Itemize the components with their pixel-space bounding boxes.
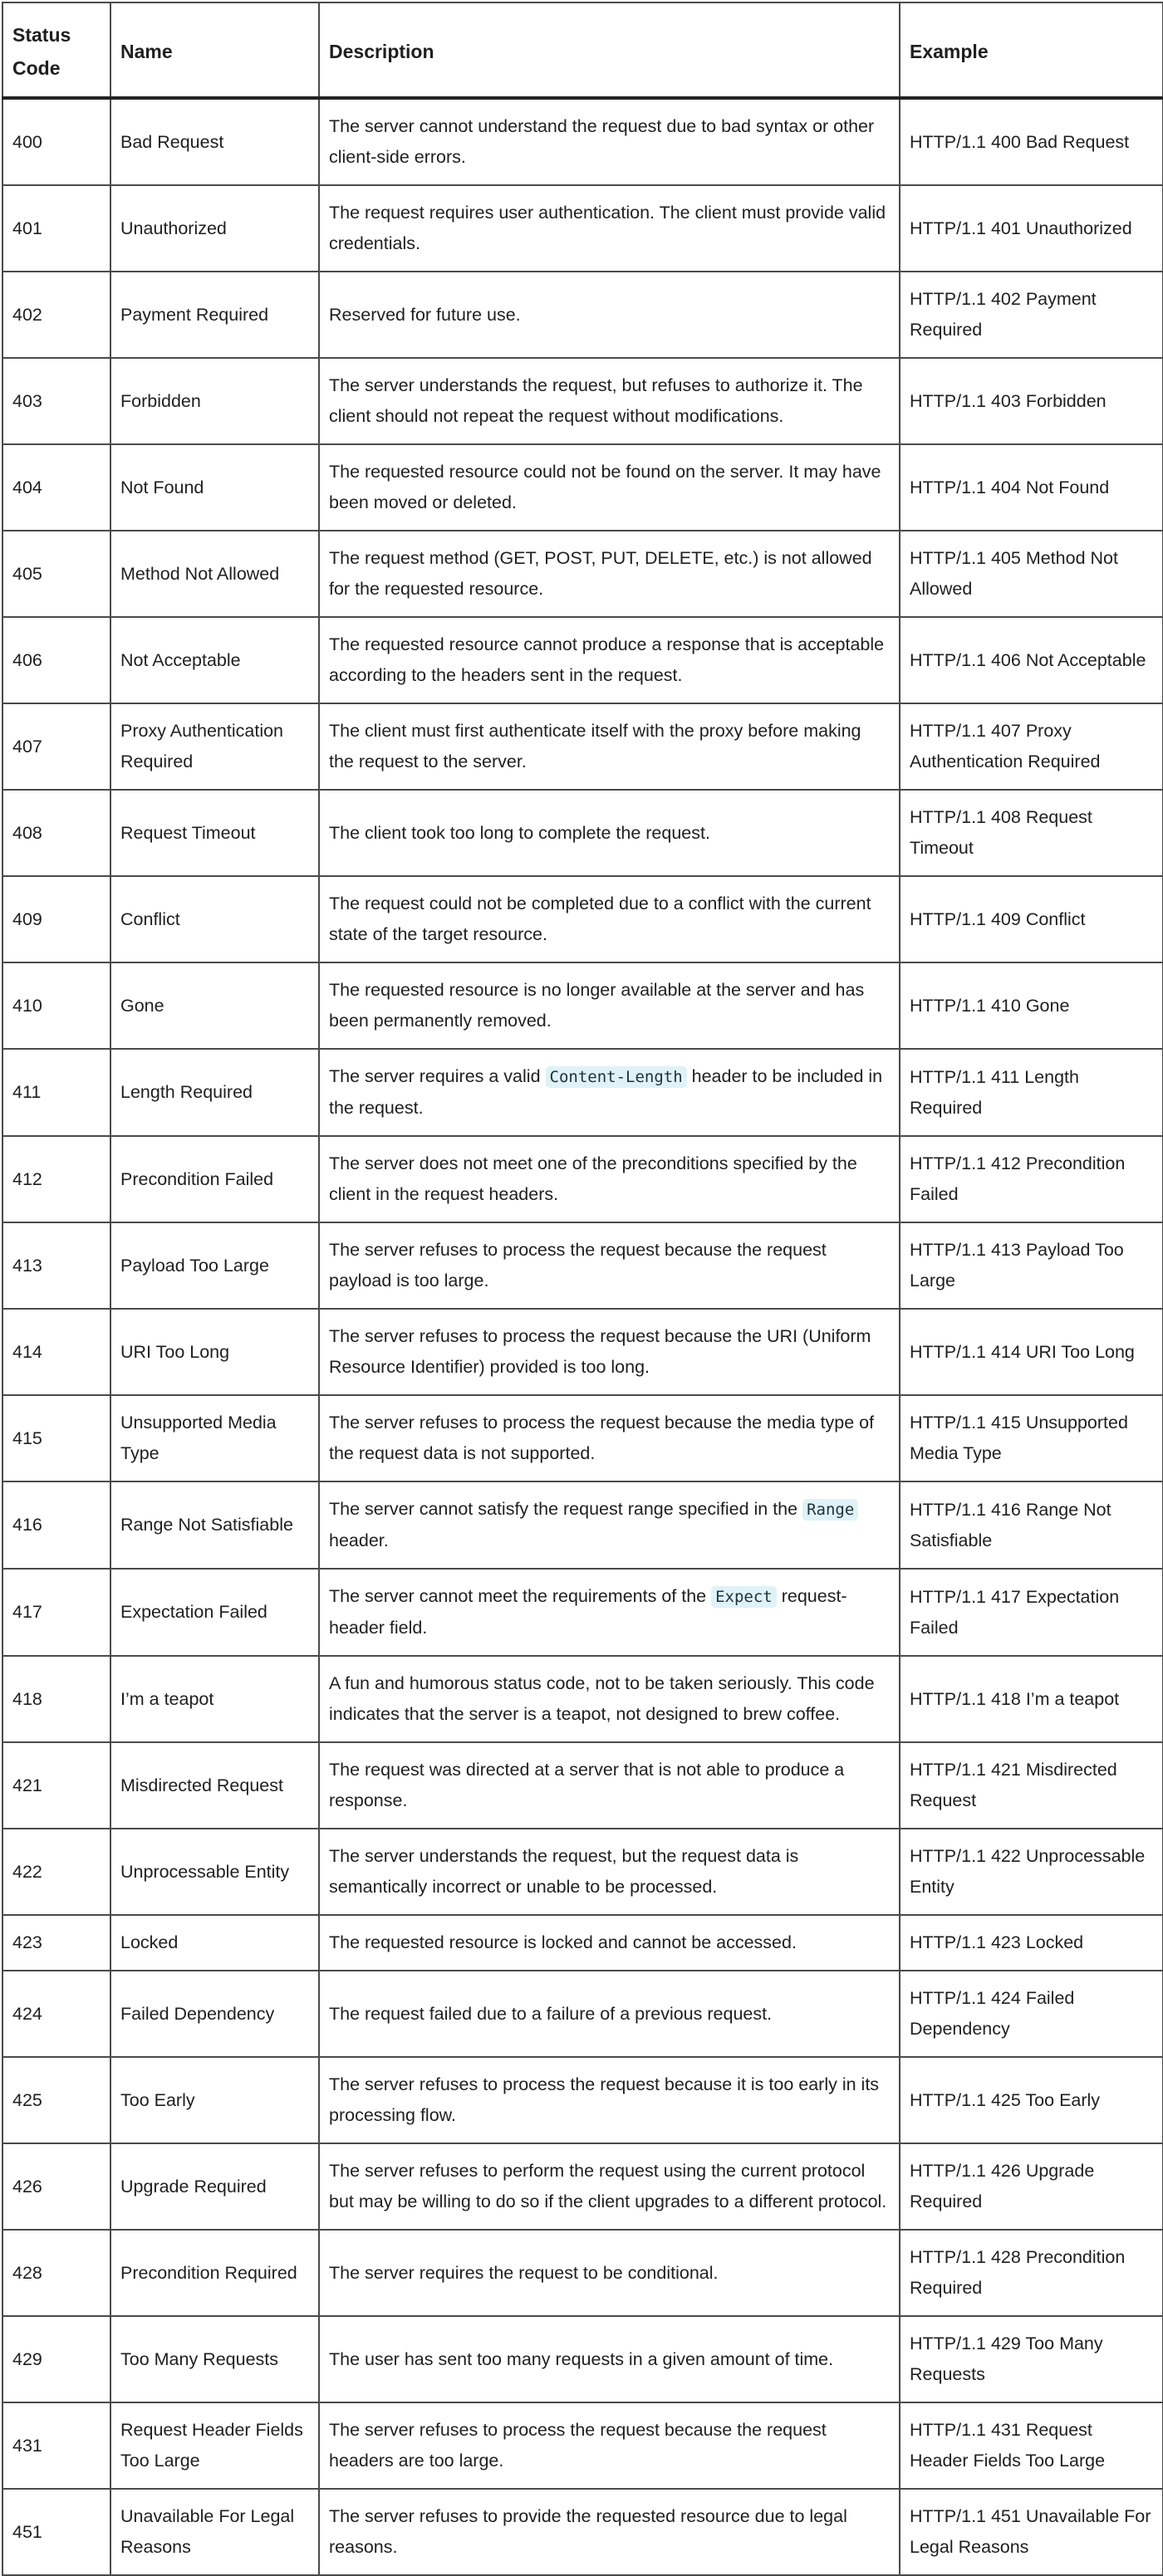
description-cell	[319, 876, 900, 962]
status-code-cell: 414	[2, 1309, 110, 1395]
status-name-cell: Unsupported Media Type	[110, 1395, 319, 1481]
description-text: The server understands the request, but the request data is semantically incorrect or unable to be processed.	[329, 1846, 799, 1897]
description-text: The request requires user authentication. The client must provide valid credentials.	[329, 203, 886, 253]
description-cell	[319, 2489, 900, 2575]
status-code-cell: 418	[2, 1656, 110, 1742]
description-cell	[319, 1395, 900, 1481]
table-row	[2, 2143, 1163, 2230]
example-cell: HTTP/1.1 411 Length Required	[900, 1049, 1163, 1136]
description-cell	[319, 962, 900, 1049]
description-cell	[319, 1309, 900, 1395]
example-cell: HTTP/1.1 425 Too Early	[900, 2057, 1163, 2143]
description-cell	[319, 185, 900, 272]
example-cell: HTTP/1.1 405 Method Not Allowed	[900, 531, 1163, 617]
example-cell: HTTP/1.1 417 Expectation Failed	[900, 1569, 1163, 1656]
status-code-cell: 421	[2, 1742, 110, 1829]
table-row	[2, 790, 1163, 876]
table-row	[2, 1742, 1163, 1829]
table-row	[2, 1222, 1163, 1309]
description-text: The requested resource is locked and cannot be accessed.	[329, 1932, 797, 1952]
description-text: The client took too long to complete the request.	[329, 822, 710, 843]
table-row	[2, 272, 1163, 358]
example-cell: HTTP/1.1 404 Not Found	[900, 444, 1163, 531]
status-code-cell: 401	[2, 185, 110, 272]
example-cell: HTTP/1.1 414 URI Too Long	[900, 1309, 1163, 1395]
description-cell	[319, 1829, 900, 1915]
description-cell	[319, 703, 900, 790]
description-cell	[319, 1742, 900, 1829]
table-header	[2, 2, 1163, 98]
example-cell: HTTP/1.1 400 Bad Request	[900, 98, 1163, 185]
status-name-cell: Precondition Failed	[110, 1136, 319, 1222]
table-row	[2, 1971, 1163, 2057]
status-name-cell: Misdirected Request	[110, 1742, 319, 1829]
description-cell	[319, 2057, 900, 2143]
status-code-cell: 410	[2, 962, 110, 1049]
header-description: Description	[319, 2, 900, 98]
status-name-cell: Expectation Failed	[110, 1569, 319, 1656]
status-code-cell: 426	[2, 2143, 110, 2230]
description-cell	[319, 98, 900, 185]
example-cell: HTTP/1.1 408 Request Timeout	[900, 790, 1163, 876]
example-cell: HTTP/1.1 423 Locked	[900, 1915, 1163, 1971]
status-name-cell: Too Many Requests	[110, 2316, 319, 2402]
example-cell: HTTP/1.1 403 Forbidden	[900, 358, 1163, 444]
example-cell: HTTP/1.1 416 Range Not Satisfiable	[900, 1481, 1163, 1569]
status-code-cell: 407	[2, 703, 110, 790]
description-text: The server refuses to process the request because the request payload is too large.	[329, 1240, 827, 1290]
status-code-cell: 424	[2, 1971, 110, 2057]
description-text: The requested resource could not be found on the server. It may have been moved or deleted.	[329, 462, 881, 512]
description-text: The server understands the request, but refuses to authorize it. The client should not repeat the request without modifications.	[329, 375, 863, 426]
example-cell: HTTP/1.1 424 Failed Dependency	[900, 1971, 1163, 2057]
status-name-cell: Upgrade Required	[110, 2143, 319, 2230]
status-code-cell: 451	[2, 2489, 110, 2575]
status-code-cell: 411	[2, 1049, 110, 1136]
table-row	[2, 2057, 1163, 2143]
status-name-cell: Locked	[110, 1915, 319, 1971]
status-code-cell: 400	[2, 98, 110, 185]
table-row	[2, 1481, 1163, 1569]
inline-code: Content-Length	[546, 1066, 687, 1088]
example-cell: HTTP/1.1 418 I’m a teapot	[900, 1656, 1163, 1742]
status-code-cell: 429	[2, 2316, 110, 2402]
example-cell: HTTP/1.1 402 Payment Required	[900, 272, 1163, 358]
status-name-cell: Payment Required	[110, 272, 319, 358]
description-text: The server requires a valid	[329, 1066, 546, 1086]
description-cell	[319, 790, 900, 876]
table-row	[2, 1569, 1163, 1656]
status-name-cell: Precondition Required	[110, 2230, 319, 2316]
status-name-cell: URI Too Long	[110, 1309, 319, 1395]
status-name-cell: Forbidden	[110, 358, 319, 444]
description-text: The server requires the request to be conditional.	[329, 2262, 719, 2283]
description-text: The server does not meet one of the preconditions specified by the client in the request headers.	[329, 1153, 857, 1204]
status-code-cell: 415	[2, 1395, 110, 1481]
table-row	[2, 444, 1163, 531]
table-row	[2, 1829, 1163, 1915]
status-name-cell: Conflict	[110, 876, 319, 962]
status-code-cell: 417	[2, 1569, 110, 1656]
description-text: The client must first authenticate itself with the proxy before making the request to the server.	[329, 721, 861, 771]
description-cell	[319, 444, 900, 531]
status-name-cell: Failed Dependency	[110, 1971, 319, 2057]
description-cell	[319, 1136, 900, 1222]
inline-code: Expect	[711, 1586, 777, 1608]
status-name-cell: Bad Request	[110, 98, 319, 185]
status-name-cell: Not Acceptable	[110, 617, 319, 703]
description-text: The server cannot meet the requirements of the	[329, 1586, 712, 1606]
status-name-cell: I’m a teapot	[110, 1656, 319, 1742]
example-cell: HTTP/1.1 410 Gone	[900, 962, 1163, 1049]
description-cell	[319, 2230, 900, 2316]
description-text: The request failed due to a failure of a previous request.	[329, 2003, 773, 2024]
status-name-cell: Payload Too Large	[110, 1222, 319, 1309]
description-text: The requested resource is no longer available at the server and has been permanently removed.	[329, 980, 865, 1031]
description-cell	[319, 1481, 900, 1569]
status-code-cell: 405	[2, 531, 110, 617]
description-text: The request was directed at a server that is not able to produce a response.	[329, 1760, 845, 1810]
description-cell	[319, 531, 900, 617]
status-code-cell: 425	[2, 2057, 110, 2143]
status-codes-table	[2, 2, 1163, 2576]
table-row	[2, 98, 1163, 185]
description-text: The request method (GET, POST, PUT, DELETE, etc.) is not allowed for the requested resource.	[329, 548, 872, 599]
table-row	[2, 2489, 1163, 2575]
table-row	[2, 1656, 1163, 1742]
status-code-cell: 413	[2, 1222, 110, 1309]
example-cell: HTTP/1.1 407 Proxy Authentication Required	[900, 703, 1163, 790]
description-cell	[319, 1222, 900, 1309]
example-cell: HTTP/1.1 421 Misdirected Request	[900, 1742, 1163, 1829]
description-text: The server refuses to process the request because the request headers are too large.	[329, 2420, 827, 2471]
table-row	[2, 962, 1163, 1049]
status-code-cell: 423	[2, 1915, 110, 1971]
description-text: The user has sent too many requests in a given amount of time.	[329, 2348, 834, 2369]
description-text: A fun and humorous status code, not to be taken seriously. This code indicates that the server is a teapot, not designed to brew coffee.	[329, 1673, 875, 1724]
table-row	[2, 1049, 1163, 1136]
description-cell	[319, 1656, 900, 1742]
description-cell	[319, 272, 900, 358]
description-text: request-header field.	[329, 1586, 847, 1638]
description-text: The server refuses to process the request because the URI (Uniform Resource Identifier) provided is too long.	[329, 1326, 871, 1377]
description-cell	[319, 1971, 900, 2057]
description-text: header to be included in the request.	[329, 1066, 883, 1118]
description-cell	[319, 617, 900, 703]
status-code-cell: 428	[2, 2230, 110, 2316]
status-name-cell: Gone	[110, 962, 319, 1049]
table-body	[2, 98, 1163, 2575]
table-row	[2, 185, 1163, 272]
table-row	[2, 2230, 1163, 2316]
example-cell: HTTP/1.1 422 Unprocessable Entity	[900, 1829, 1163, 1915]
status-name-cell: Request Header Fields Too Large	[110, 2402, 319, 2489]
description-text: The server cannot understand the request due to bad syntax or other client-side errors.	[329, 116, 875, 167]
example-cell: HTTP/1.1 426 Upgrade Required	[900, 2143, 1163, 2230]
status-name-cell: Range Not Satisfiable	[110, 1481, 319, 1569]
example-cell: HTTP/1.1 451 Unavailable For Legal Reasons	[900, 2489, 1163, 2575]
status-name-cell: Unprocessable Entity	[110, 1829, 319, 1915]
table-row	[2, 531, 1163, 617]
example-cell: HTTP/1.1 409 Conflict	[900, 876, 1163, 962]
status-name-cell: Not Found	[110, 444, 319, 531]
table-row	[2, 1309, 1163, 1395]
status-code-cell: 422	[2, 1829, 110, 1915]
table-row	[2, 876, 1163, 962]
table-row	[2, 358, 1163, 444]
table-row	[2, 1136, 1163, 1222]
inline-code: Range	[802, 1499, 858, 1521]
table-row	[2, 1395, 1163, 1481]
description-text: The server refuses to provide the requested resource due to legal reasons.	[329, 2506, 847, 2557]
table-row	[2, 2316, 1163, 2402]
status-code-cell: 412	[2, 1136, 110, 1222]
description-cell	[319, 1915, 900, 1971]
status-code-cell: 403	[2, 358, 110, 444]
status-code-cell: 431	[2, 2402, 110, 2489]
header-name: Name	[110, 2, 319, 98]
description-text: The server refuses to process the request because the media type of the request data is not supported.	[329, 1413, 875, 1463]
header-example: Example	[900, 2, 1163, 98]
header-status-code: Status Code	[2, 2, 110, 98]
example-cell: HTTP/1.1 415 Unsupported Media Type	[900, 1395, 1163, 1481]
status-name-cell: Request Timeout	[110, 790, 319, 876]
status-code-cell: 416	[2, 1481, 110, 1569]
description-cell	[319, 1569, 900, 1656]
description-cell	[319, 1049, 900, 1136]
status-code-cell: 408	[2, 790, 110, 876]
table-row	[2, 617, 1163, 703]
example-cell: HTTP/1.1 428 Precondition Required	[900, 2230, 1163, 2316]
example-cell: HTTP/1.1 431 Request Header Fields Too Large	[900, 2402, 1163, 2489]
table-row	[2, 1915, 1163, 1971]
example-cell: HTTP/1.1 413 Payload Too Large	[900, 1222, 1163, 1309]
description-text: The requested resource cannot produce a response that is acceptable according to the headers sent in the request.	[329, 634, 885, 685]
status-name-cell: Length Required	[110, 1049, 319, 1136]
status-code-cell: 404	[2, 444, 110, 531]
status-name-cell: Unavailable For Legal Reasons	[110, 2489, 319, 2575]
description-text: The server refuses to perform the request using the current protocol but may be willing to do so if the client upgrades to a different protocol.	[329, 2161, 887, 2211]
status-code-cell: 402	[2, 272, 110, 358]
description-cell	[319, 2316, 900, 2402]
example-cell: HTTP/1.1 412 Precondition Failed	[900, 1136, 1163, 1222]
table-row	[2, 703, 1163, 790]
status-name-cell: Method Not Allowed	[110, 531, 319, 617]
description-cell	[319, 2143, 900, 2230]
header-row	[2, 2, 1163, 98]
description-text: The server cannot satisfy the request range specified in the	[329, 1499, 803, 1519]
example-cell: HTTP/1.1 406 Not Acceptable	[900, 617, 1163, 703]
status-code-cell: 406	[2, 617, 110, 703]
description-cell	[319, 358, 900, 444]
description-text: header.	[329, 1530, 389, 1550]
status-name-cell: Too Early	[110, 2057, 319, 2143]
status-name-cell: Proxy Authentication Required	[110, 703, 319, 790]
description-text: The server refuses to process the request because it is too early in its processing flow.	[329, 2074, 880, 2125]
status-name-cell: Unauthorized	[110, 185, 319, 272]
status-code-cell: 409	[2, 876, 110, 962]
example-cell: HTTP/1.1 429 Too Many Requests	[900, 2316, 1163, 2402]
description-cell	[319, 2402, 900, 2489]
table-row	[2, 2402, 1163, 2489]
description-text: Reserved for future use.	[329, 304, 521, 325]
example-cell: HTTP/1.1 401 Unauthorized	[900, 185, 1163, 272]
description-text: The request could not be completed due to a conflict with the current state of the target resource.	[329, 894, 871, 944]
